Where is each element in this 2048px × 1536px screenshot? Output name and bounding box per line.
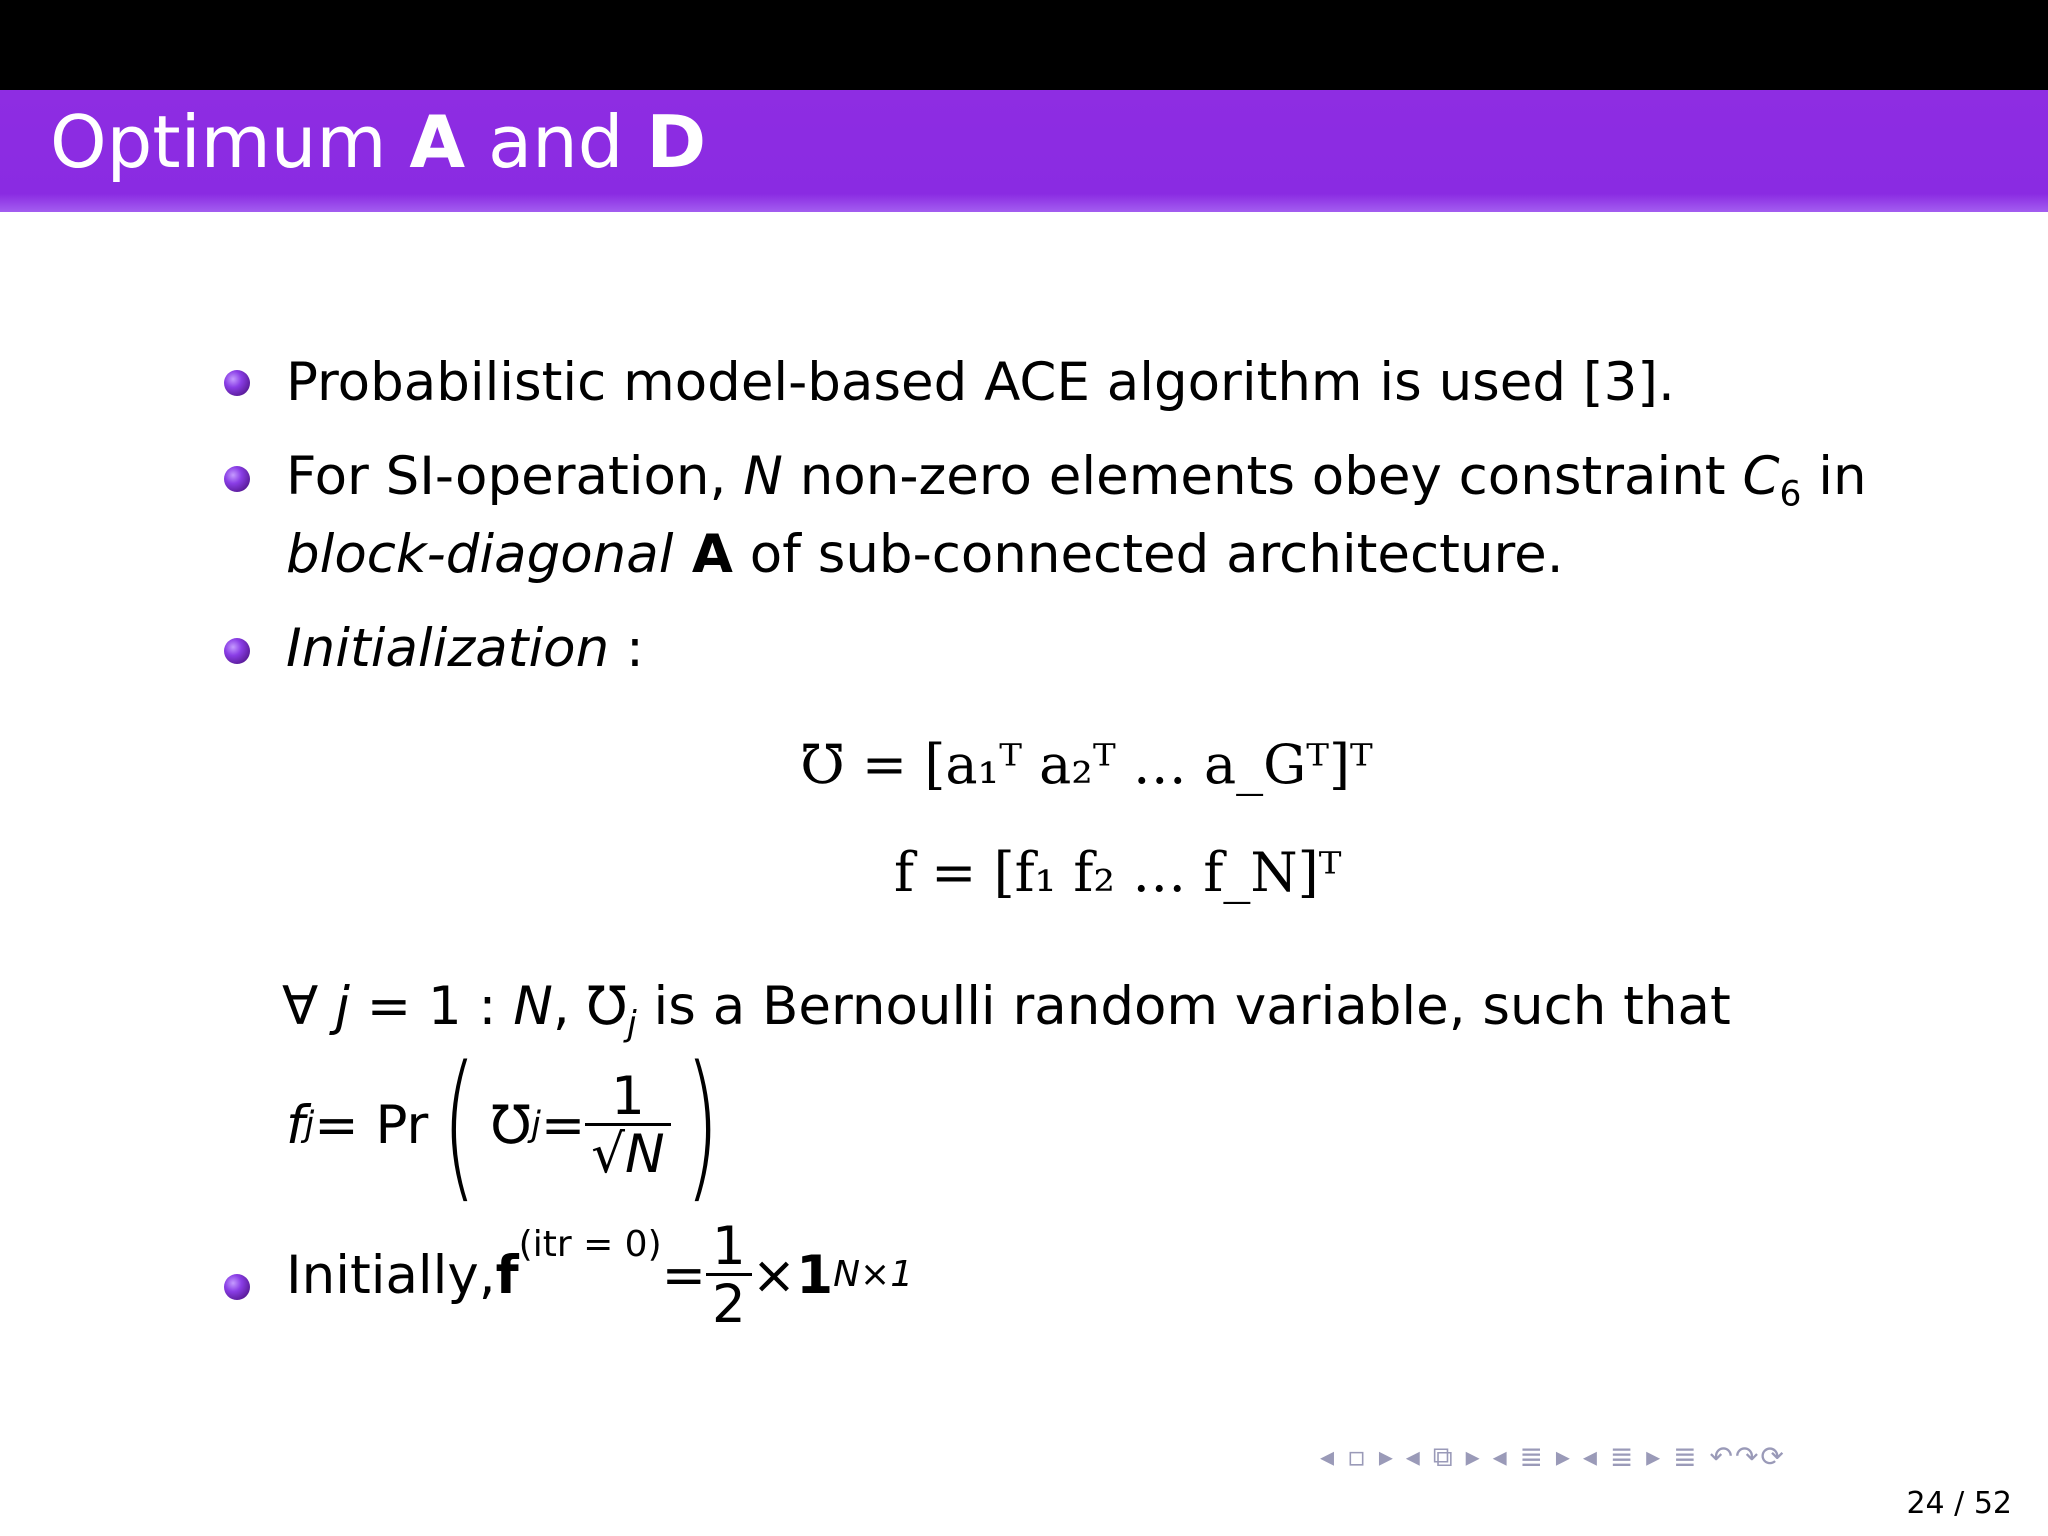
equation-f: f = [f₁ f₂ … f_N]ᵀ bbox=[894, 841, 1342, 904]
bullet-4-text: Initially, f $^{(itr = 0)}$ = $\frac{1}{2}$ × 1 N×1 bbox=[286, 1215, 914, 1335]
fraction-one-half: $\frac{1}{2}$ bbox=[706, 1220, 752, 1331]
equation-omega: ℧ = [a₁ᵀ a₂ᵀ … a_Gᵀ]ᵀ bbox=[800, 733, 1373, 796]
beamer-navigation-controls[interactable] bbox=[1320, 1440, 1798, 1474]
fj-equation: f j = Pr ( ℧ j = $\frac{1}{√N}$ ) bbox=[286, 1031, 720, 1218]
bullet-3-text: Initialization : bbox=[286, 618, 644, 679]
bullet-marker-4 bbox=[224, 1274, 250, 1300]
page-number: 24 / 52 bbox=[1906, 1486, 2012, 1521]
bullet-marker-3 bbox=[224, 638, 250, 664]
bullet-1-text: Probabilistic model-based ACE algorithm is used [3]. bbox=[286, 352, 1675, 413]
bullet-marker-1 bbox=[224, 370, 250, 396]
left-paren: ( bbox=[442, 1031, 477, 1218]
fraction-one-over-sqrtN: $\frac{1}{√N}$ bbox=[585, 1070, 670, 1181]
forall-line: ∀ j = 1 : N, $℧_j$ is a Bernoulli random variable, such that bbox=[282, 976, 1731, 1045]
right-paren: ) bbox=[684, 1031, 720, 1218]
bullet-marker-2 bbox=[224, 466, 250, 492]
slide-title: Optimum A and D bbox=[50, 100, 707, 184]
bullet-2-line-2: block-diagonal A of sub-connected architecture. bbox=[286, 524, 1564, 585]
top-black-bar bbox=[0, 0, 2048, 90]
bullet-2-line-1: For SI-operation, N non-zero elements obey constraint $C_6$ in bbox=[286, 446, 1867, 515]
navigation-icons[interactable]: ◂ ▫ ▸ ◂ ⧉ ▸ ◂ ≣ ▸ ◂ ≣ ▸ ≣ ↶↷⟳ bbox=[1320, 1440, 1786, 1473]
